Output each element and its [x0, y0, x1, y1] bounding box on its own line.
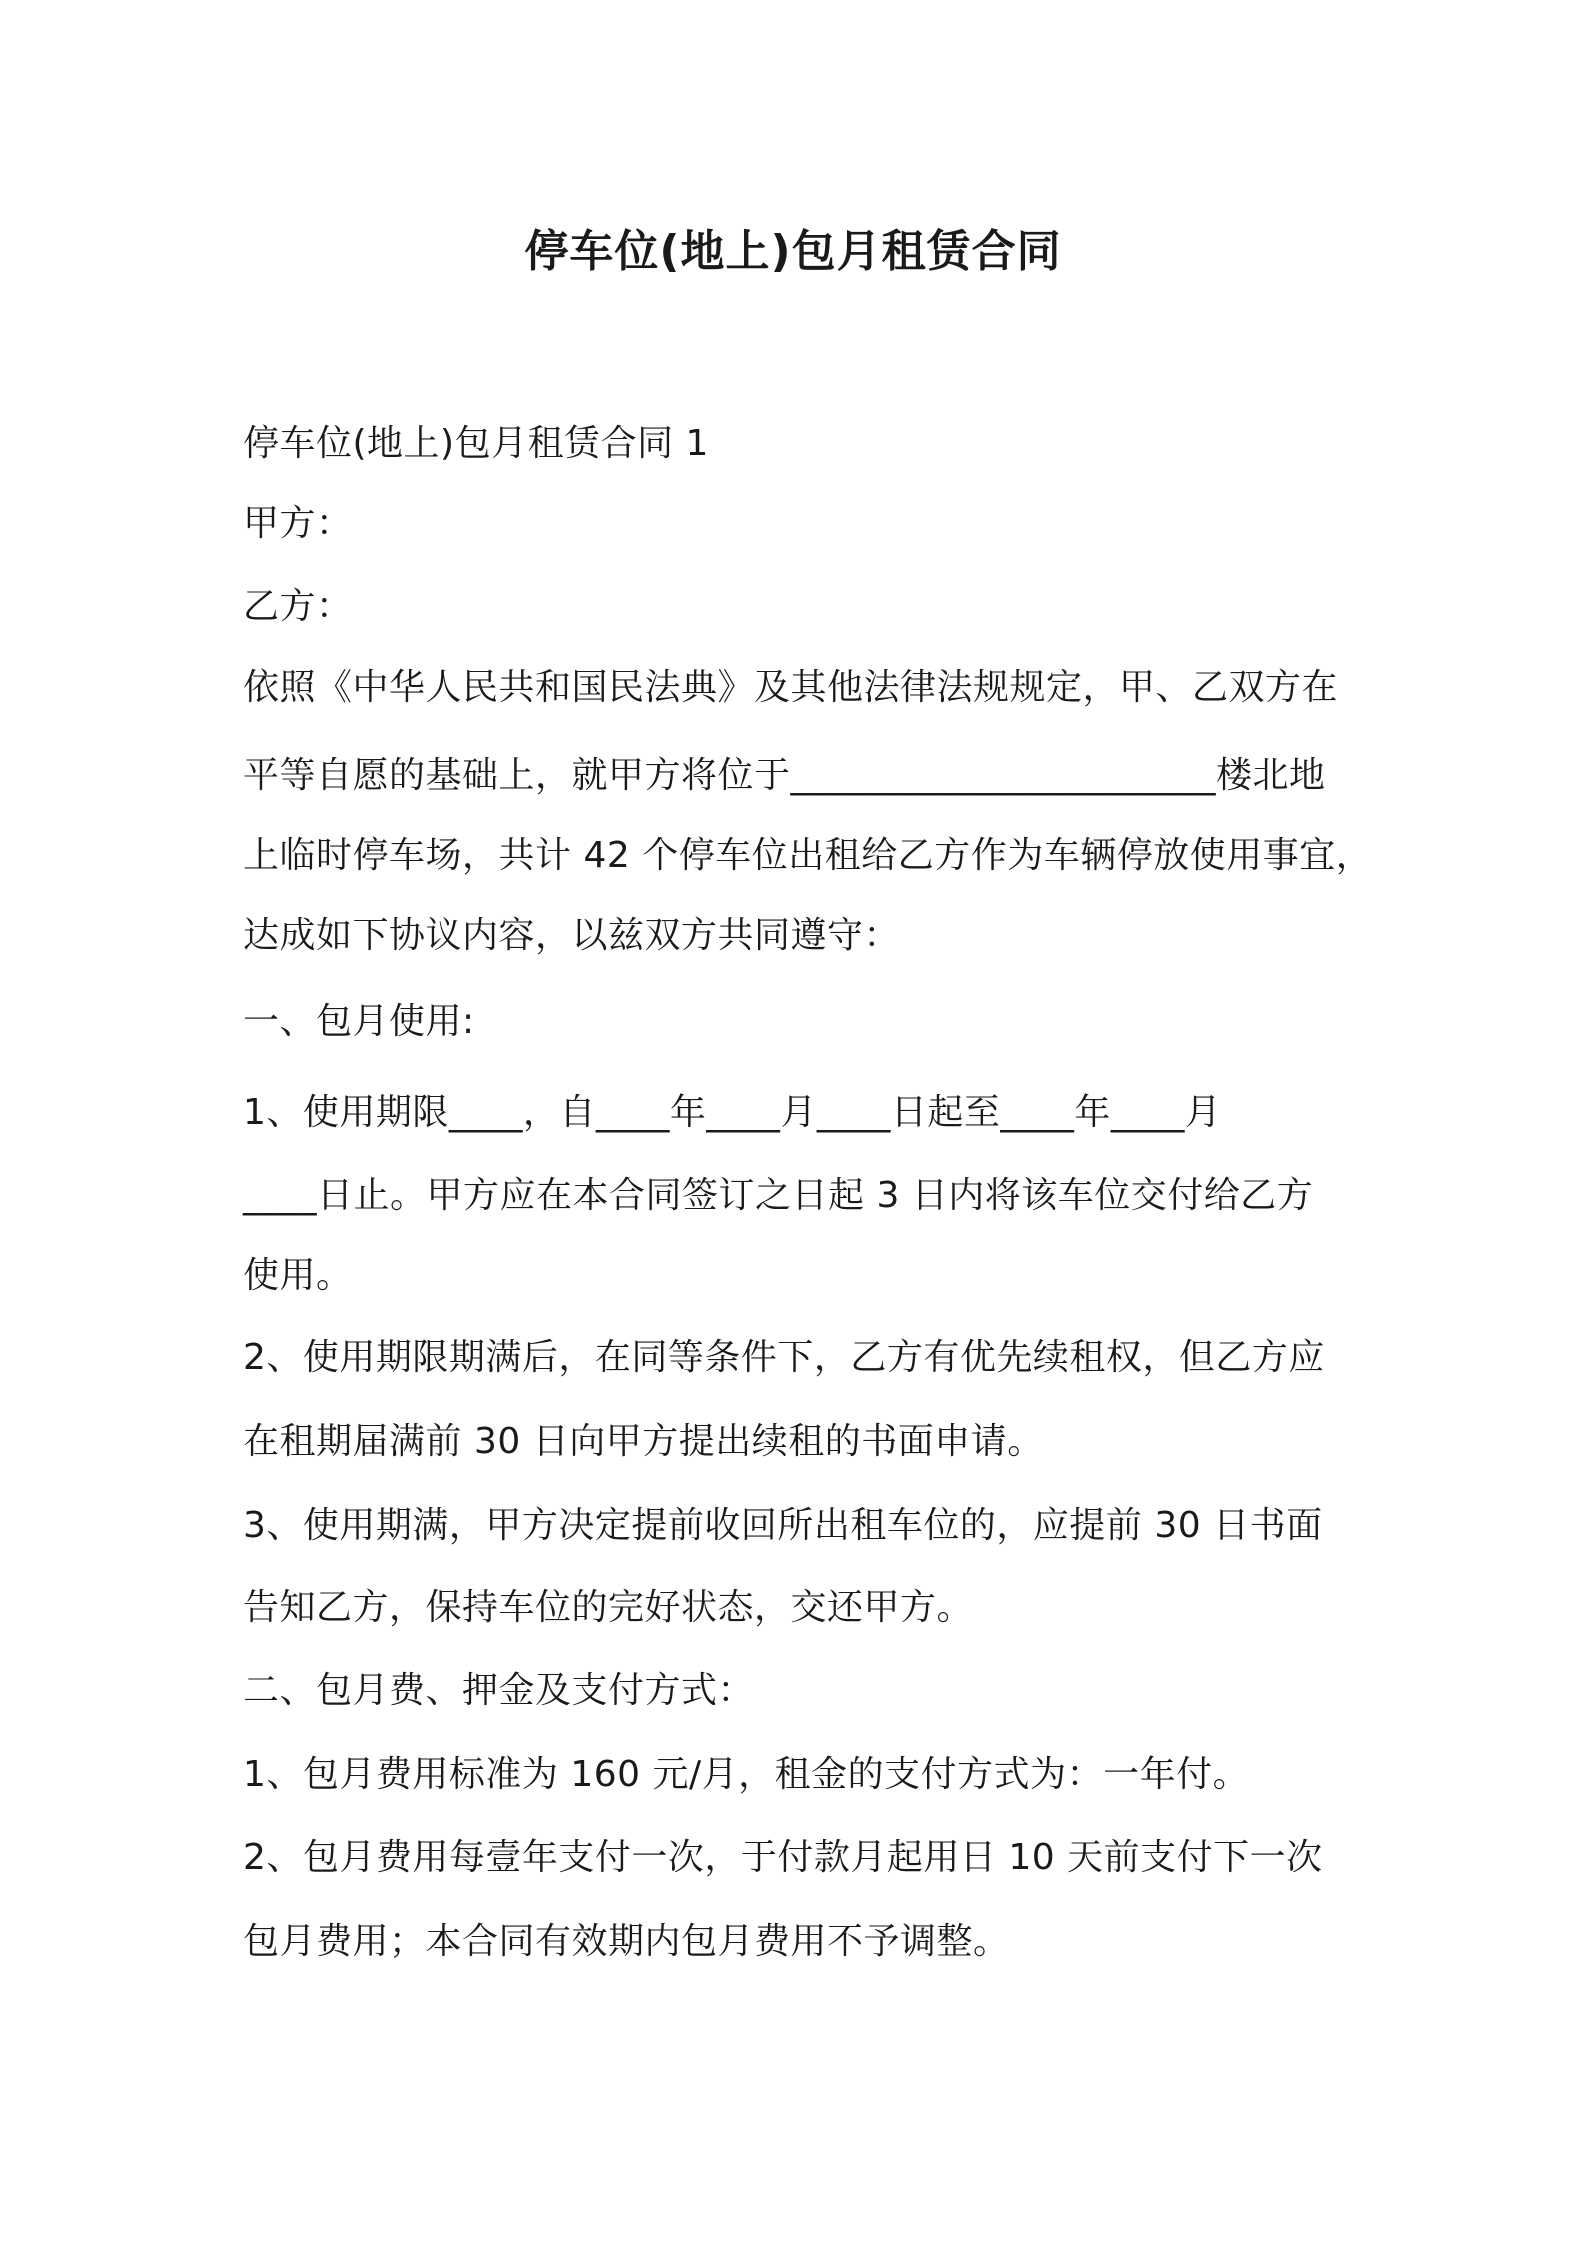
party-a-label: 甲方： [243, 503, 353, 544]
contract-subtitle: 停车位(地上)包月租赁合同 1 [243, 423, 709, 464]
clause-1-3-line-2: 告知乙方，保持车位的完好状态，交还甲方。 [243, 1587, 974, 1628]
clause-1-1-line-1: 1、使用期限____，自____年____月____日起至____年____月 [243, 1092, 1222, 1133]
clause-1-2-line-2: 在租期届满前 30 日向甲方提出续租的书面申请。 [243, 1421, 1044, 1462]
preamble-line-2: 平等自愿的基础上，就甲方将位于_______________________楼北地 [243, 755, 1326, 796]
clause-1-1-line-3: 使用。 [243, 1255, 353, 1296]
section-heading-1: 一、包月使用: [243, 1001, 475, 1042]
preamble-line-3: 上临时停车场，共计 42 个停车位出租给乙方作为车辆停放使用事宜， [243, 835, 1373, 876]
clause-2-2-line-1: 2、包月费用每壹年支付一次，于付款月起用日 10 天前支付下一次 [243, 1837, 1323, 1878]
party-b-label: 乙方： [243, 586, 353, 627]
clause-1-1-line-2: ____日止。甲方应在本合同签订之日起 3 日内将该车位交付给乙方 [243, 1175, 1314, 1216]
clause-1-3-line-1: 3、使用期满，甲方决定提前收回所出租车位的，应提前 30 日书面 [243, 1505, 1323, 1546]
preamble-line-1: 依照《中华人民共和国民法典》及其他法律法规规定，甲、乙双方在 [243, 667, 1339, 708]
section-heading-2: 二、包月费、押金及支付方式： [243, 1670, 755, 1711]
document-title: 停车位(地上)包月租赁合同 [524, 226, 1062, 277]
clause-1-2-line-1: 2、使用期限期满后，在同等条件下，乙方有优先续租权，但乙方应 [243, 1337, 1325, 1378]
preamble-line-4: 达成如下协议内容，以兹双方共同遵守： [243, 915, 901, 956]
clause-2-1: 1、包月费用标准为 160 元/月，租金的支付方式为：一年付。 [243, 1754, 1250, 1795]
clause-2-2-line-2: 包月费用；本合同有效期内包月费用不予调整。 [243, 1921, 1010, 1962]
